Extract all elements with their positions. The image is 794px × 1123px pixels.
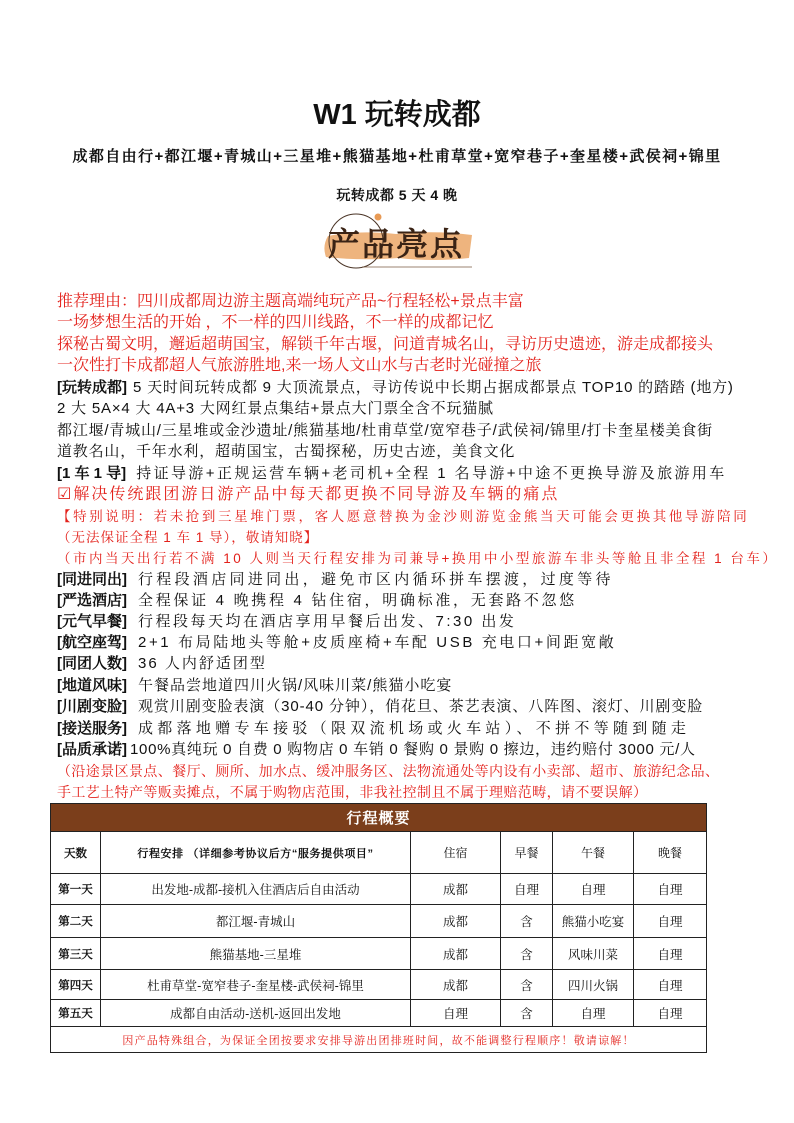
dinner-cell: 自理 [634,874,707,905]
feature-line [57,739,696,760]
table-row [51,938,707,970]
one-car-one-guide-line [57,463,727,484]
play-chengdu-text: 5 天时间玩转成都 9 大顶流景点，寻访传说中长期占据成都景点 TOP10 的踏踏 (地方) [133,379,734,396]
shopping-disclaimer-line: （沿途景区景点、餐厅、厕所、加水点、缓冲服务区、法物流通处等内设有小卖部、超市、旅游纪念品、 [57,763,720,779]
dinner-cell: 自理 [634,970,707,1000]
column-header-dinner: 晚餐 [634,832,707,874]
special-note-line: 【特别说明：若未抢到三星堆门票，客人愿意替换为金沙则游览金熊当天可能会更换其他导游陪同 [57,509,750,524]
day-cell: 第五天 [51,1000,101,1027]
lunch-cell: 风味川菜 [553,938,634,970]
feature-text: 100%真纯玩 0 自费 0 购物店 0 车销 0 餐购 0 景购 0 擦边，违约赔付 3000 元/人 [130,741,696,758]
recommendation-line: 一次性打卡成都超人气旅游胜地,来一场人文山水与古老时光碰撞之旅 [57,357,542,374]
dinner-cell: 自理 [634,938,707,970]
feature-text: 2+1 布局陆地头等舱+皮质座椅+车配 USB 充电口+间距宽敞 [138,634,617,651]
table-row [51,905,707,938]
recommendation-line: 一场梦想生活的开始 ，不一样的四川线路，不一样的成都记忆 [57,314,494,331]
breakfast-cell: 自理 [501,874,553,905]
feature-line [57,718,690,739]
duration-line: 玩转成都 5 天 4 晚 [336,187,458,203]
feature-line [57,611,516,632]
feature-label: [同进同出] [57,571,127,588]
itinerary-footnote-row [51,1027,707,1053]
feature-line [57,632,616,653]
play-chengdu-line [57,377,734,398]
day-cell: 第三天 [51,938,101,970]
column-header-route: 行程安排 （详细参考协议后方“服务提供项目” [101,832,411,874]
feature-text: 行程段酒店同进同出，避免市区内循环拼车摆渡，过度等待 [138,571,614,588]
feature-text: 成都落地赠专车接驳（限双流机场或火车站）、不拼不等随到随走 [138,720,691,737]
feature-label: [严选酒店] [57,592,127,609]
breakfast-cell: 含 [501,1000,553,1027]
itinerary-header-row [51,832,707,874]
lunch-cell: 熊猫小吃宴 [553,905,634,938]
play-chengdu-detail: 都江堰/青城山/三星堆或金沙遗址/熊猫基地/杜甫草堂/宽窄巷子/武侯祠/锦里/打卡奎星楼美食街 [57,422,713,439]
feature-line [57,696,703,717]
feature-line [57,675,452,696]
shopping-disclaimer-line: 手工艺土特产等贩卖摊点，不属于购物店范围，非我社控制且不属于理赔范畴，请不要误解） [57,784,648,800]
one-car-one-guide-label: [1 车 1 导] [57,465,127,482]
stay-cell: 自理 [411,1000,501,1027]
highlights-banner [318,208,478,274]
feature-text: 观赏川剧变脸表演（30-40 分钟），俏花旦、茶艺表演、八阵图、滚灯、川剧变脸 [138,698,704,715]
feature-line [57,653,267,674]
stay-cell: 成都 [411,905,501,938]
play-chengdu-detail: 道教名山，千年水利，超萌国宝，古蜀探秘，历史古迹，美食文化 [57,443,516,460]
lunch-cell: 四川火锅 [553,970,634,1000]
feature-label: [川剧变脸] [57,698,127,715]
itinerary-table [50,803,707,1053]
breakfast-cell: 含 [501,905,553,938]
recommendation-line: 探秘古蜀文明，邂逅超萌国宝，解锁千年古堰，问道青城名山，寻访历史遗迹，游走成都接头 [57,336,714,353]
lunch-cell: 自理 [553,874,634,905]
feature-label: [地道风味] [57,677,127,694]
route-cell: 杜甫草堂-宽窄巷子-奎星楼-武侯祠-锦里 [101,970,411,1000]
guide-benefit-line: ☑解决传统跟团游日游产品中每天都更换不同导游及车辆的痛点 [57,486,560,503]
route-cell: 出发地-成都-接机入住酒店后自由活动 [101,874,411,905]
banner-dot-ornament [375,214,382,221]
day-cell: 第二天 [51,905,101,938]
highlights-heading: 产品亮点 [327,225,465,263]
dinner-cell: 自理 [634,905,707,938]
breakfast-cell: 含 [501,970,553,1000]
feature-line [57,569,614,590]
table-row [51,1000,707,1027]
feature-label: [同团人数] [57,655,127,672]
lunch-cell: 自理 [553,1000,634,1027]
page-title: W1 玩转成都 [313,99,481,131]
itinerary-footnote: 因产品特殊组合，为保证全团按要求安排导游出团排班时间，故不能调整行程顺序！敬请谅解！ [51,1027,707,1053]
play-chengdu-detail: 2 大 5A×4 大 4A+3 大网红景点集结+景点大门票全含不玩猫腻 [57,400,494,417]
feature-label: [品质承诺] [57,741,127,758]
stay-cell: 成都 [411,938,501,970]
day-cell: 第四天 [51,970,101,1000]
feature-label: [元气早餐] [57,613,127,630]
feature-label: [接送服务] [57,720,127,737]
recommendation-line: 推荐理由：四川成都周边游主题高端纯玩产品~行程轻松+景点丰富 [57,293,524,310]
column-header-lunch: 午餐 [553,832,634,874]
table-row [51,970,707,1000]
column-header-stay: 住宿 [411,832,501,874]
play-chengdu-label: [玩转成都] [57,379,127,396]
itinerary-title: 行程概要 [51,804,707,832]
itinerary-title-row [51,804,707,832]
feature-label: [航空座驾] [57,634,127,651]
special-note-line: （市内当天出行若不满 10 人则当天行程安排为司兼导+换用中小型旅游车非头等舱且非全程 1 台车） [57,551,779,566]
special-note-line: （无法保证全程 1 车 1 导），敬请知晓】 [57,530,319,545]
day-cell: 第一天 [51,874,101,905]
breakfast-cell: 含 [501,938,553,970]
table-row [51,874,707,905]
route-cell: 熊猫基地-三星堆 [101,938,411,970]
stay-cell: 成都 [411,970,501,1000]
route-subtitle: 成都自由行+都江堰+青城山+三星堆+熊猫基地+杜甫草堂+宽窄巷子+奎星楼+武侯祠+锦里 [72,148,722,165]
feature-text: 全程保证 4 晚携程 4 钻住宿，明确标准，无套路不忽悠 [138,592,577,609]
feature-text: 36 人内舒适团型 [138,655,267,672]
dinner-cell: 自理 [634,1000,707,1027]
one-car-one-guide-text: 持证导游+正规运营车辆+老司机+全程 1 名导游+中途不更换导游及旅游用车 [136,465,727,482]
feature-text: 午餐品尝地道四川火锅/风味川菜/熊猫小吃宴 [138,677,453,694]
route-cell: 成都自由活动-送机-返回出发地 [101,1000,411,1027]
route-cell: 都江堰-青城山 [101,905,411,938]
column-header-day: 天数 [51,832,101,874]
stay-cell: 成都 [411,874,501,905]
column-header-breakfast: 早餐 [501,832,553,874]
feature-line [57,590,577,611]
feature-text: 行程段每天均在酒店享用早餐后出发、7:30 出发 [138,613,517,630]
